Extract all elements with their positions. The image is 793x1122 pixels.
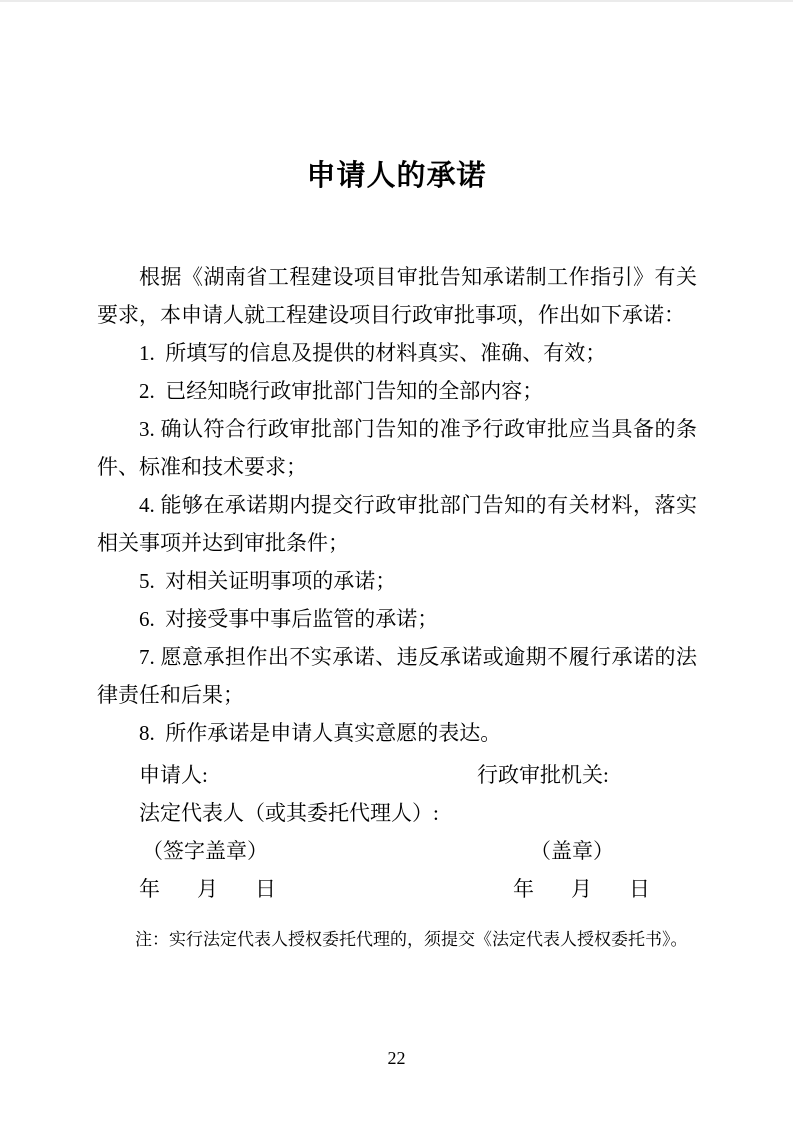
- commitment-item-2: 2. 已经知晓行政审批部门告知的全部内容；: [139, 379, 544, 403]
- commitment-item-1: 1. 所填写的信息及提供的材料真实、准确、有效；: [139, 341, 607, 365]
- sign-and-seal-label: （签字盖章）: [142, 839, 268, 863]
- commitment-item-5: 5. 对相关证明事项的承诺；: [139, 569, 397, 593]
- seal-label: （盖章）: [530, 839, 614, 863]
- signature-row-dates: [97, 870, 697, 908]
- signature-row-parties: [97, 756, 697, 794]
- signature-block: [97, 756, 697, 908]
- applicant-date-label: 年 月 日: [139, 877, 284, 901]
- intro-paragraph: 根据《湖南省工程建设项目审批告知承诺制工作指引》有关要求，本申请人就工程建设项目行政审批事项，作出如下承诺：: [97, 265, 697, 327]
- signature-row-legal-rep: [97, 794, 697, 832]
- commitment-item-3: 3. 确认符合行政审批部门告知的准予行政审批应当具备的条件、标准和技术要求；: [97, 417, 697, 479]
- document-body: [97, 258, 697, 752]
- authority-date-label: 年 月 日: [513, 877, 658, 901]
- approval-authority-label: 行政审批机关:: [477, 763, 609, 787]
- commitment-item-8: 8. 所作承诺是申请人真实意愿的表达。: [139, 721, 502, 745]
- page-title: 申请人的承诺: [306, 160, 487, 192]
- commitment-item-7: 7. 愿意承担作出不实承诺、违反承诺或逾期不履行承诺的法律责任和后果；: [97, 645, 697, 707]
- footnote: 注：实行法定代表人授权委托代理的，须提交《法定代表人授权委托书》。: [135, 930, 688, 949]
- page-number: 22: [387, 1048, 406, 1068]
- legal-representative-label: 法定代表人（或其委托代理人）:: [139, 801, 439, 825]
- applicant-label: 申请人:: [139, 763, 208, 787]
- signature-row-seals: [97, 832, 697, 870]
- commitment-item-4: 4. 能够在承诺期内提交行政审批部门告知的有关材料，落实相关事项并达到审批条件；: [97, 493, 697, 555]
- commitment-item-6: 6. 对接受事中事后监管的承诺；: [139, 607, 439, 631]
